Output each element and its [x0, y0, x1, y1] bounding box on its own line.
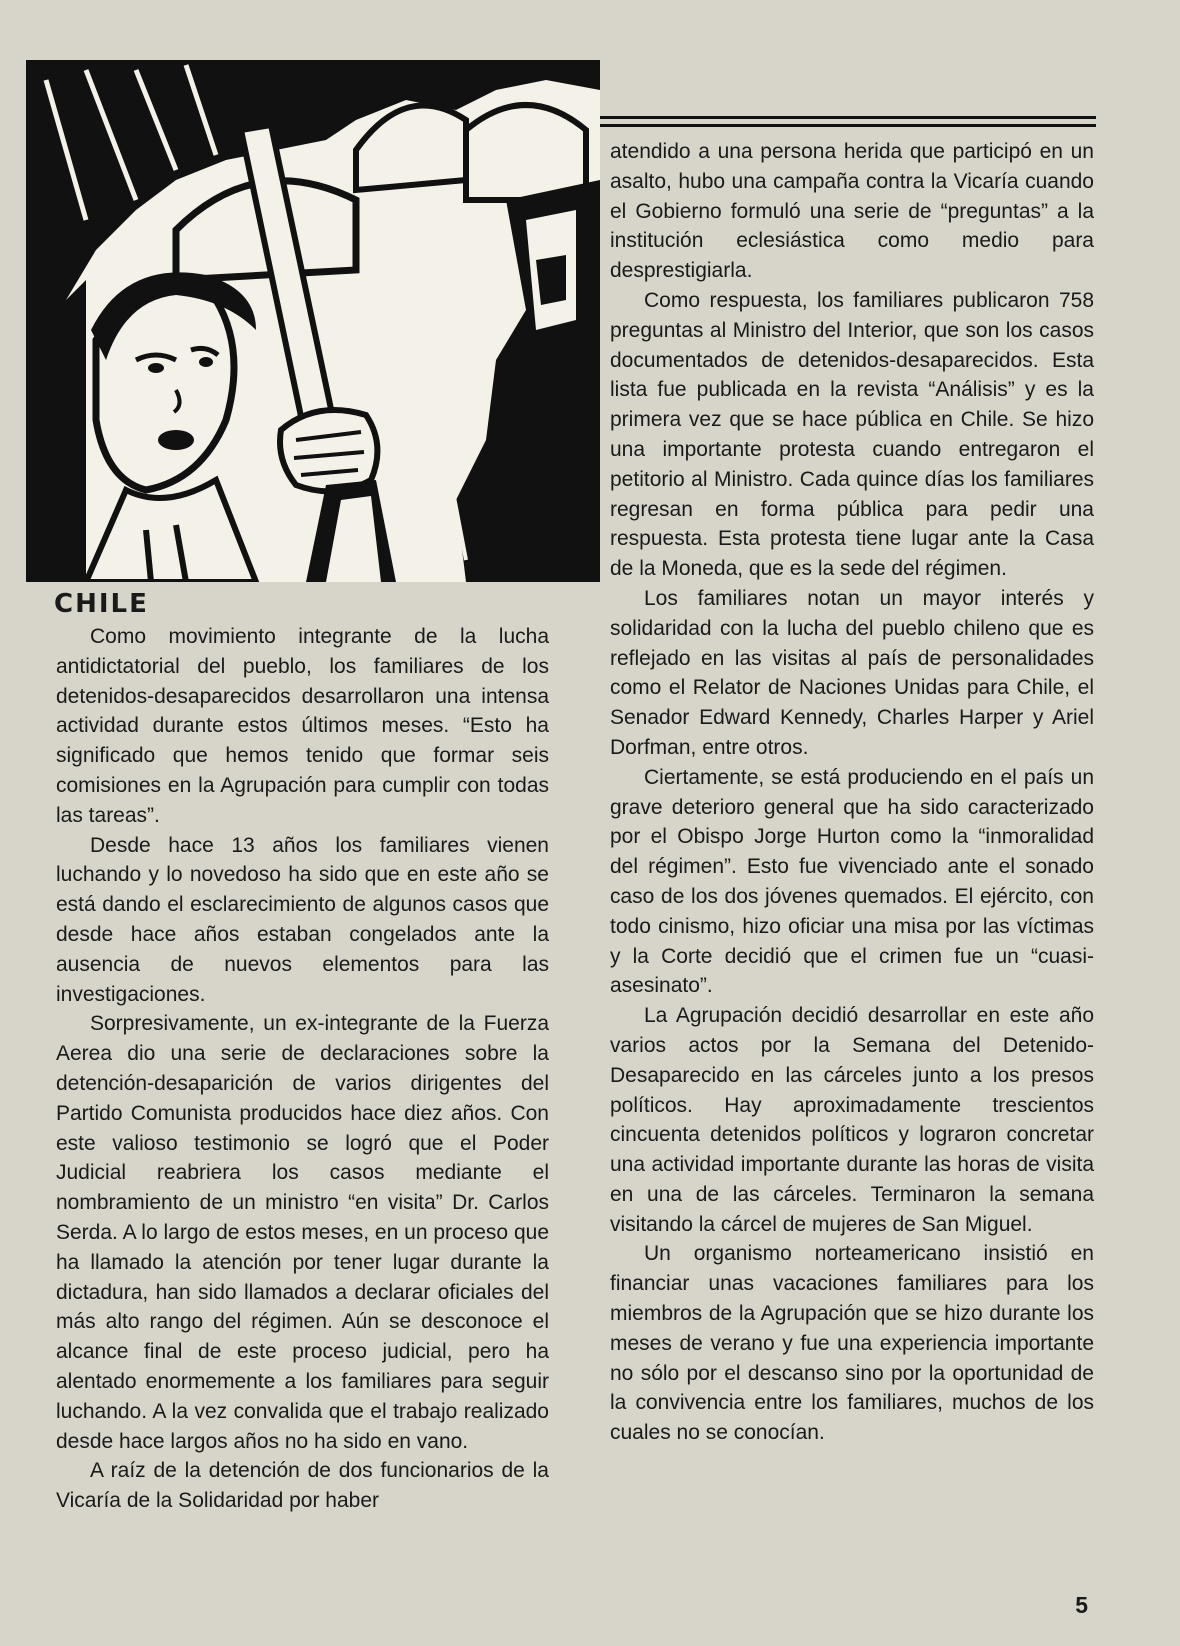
paragraph: Los familiares notan un mayor interés y solidaridad con la lucha del pueblo chileno que es reflejado en las visitas al país de personalidades como el Relator de Naciones Unidas para Chile, el Senador Edward Kennedy, Charles Harper y Ariel Dorfman, entre otros.	[610, 586, 1094, 759]
woodcut-drawing	[26, 60, 600, 582]
paragraph: Ciertamente, se está produciendo en el país un grave deterioro general que ha sido caracterizado por el Obispo Jorge Hurton como la “inmoralidad del régimen”. Esto fue vivenciado ante el sonado caso de los dos jóvenes quemados. El ejército, con todo cinismo, hizo oficiar una misa por las víctimas y la Corte decidió que el crimen fue un “cuasi-asesinato”.	[610, 765, 1094, 998]
paragraph: A raíz de la detención de dos funcionarios de la Vicaría de la Solidaridad por haber	[56, 1459, 549, 1513]
paragraph-continuation: atendido a una persona herida que participó en un asalto, hubo una campaña contra la Vicaría cuando el Gobierno formuló una serie de “preguntas” a la institución eclesiástica como medio para desprestigiarla.	[610, 140, 1094, 283]
paragraph: Sorpresivamente, un ex-integrante de la Fuerza Aerea dio una serie de declaraciones sobre la detención-desaparición de varios dirigentes del Partido Comunista producidos hace diez años. Con este valioso testimonio se logró que el Poder Judicial reabriera los casos mediante el nombramiento de un ministro “en visita” Dr. Carlos Serda. A lo largo de estos meses, en un proceso que ha llamado la atención por tener lugar durante la dictadura, han sido llamados a declarar oficiales del más alto rango del régimen. Aún se desconoce el alcance final de este proceso judicial, pero ha alentado enormemente a los familiares para seguir luchando. A la vez convalida que el trabajo realizado desde hace largos años no ha sido en vano.	[56, 1012, 549, 1453]
right-column	[610, 137, 1094, 1448]
paragraph: Como respuesta, los familiares publicaron 758 preguntas al Ministro del Interior, que son los casos documentados de detenidos-desaparecidos. Esta lista fue publicada en la revista “Análisis” y es la primera vez que se hace pública en Chile. Se hizo una importante protesta cuando entregaron el petitorio al Ministro. Cada quince días los familiares regresan en forma pública para pedir una respuesta. Esta protesta tiene lugar ante la Casa de la Moneda, que es la sede del régimen.	[610, 288, 1094, 581]
paragraph: Desde hace 13 años los familiares vienen luchando y lo novedoso ha sido que en este año se está dando el esclarecimiento de algunos casos que desde hace años estaban congelados ante la ausencia de nuevos elementos para las investigaciones.	[56, 833, 549, 1006]
rule-line	[600, 116, 1096, 119]
header-rules	[600, 116, 1096, 132]
paragraph: La Agrupación decidió desarrollar en este año varios actos por la Semana del Detenido-Desaparecido en las cárceles junto a los presos políticos. Hay aproximadamente trescientos cincuenta detenidos políticos y lograron concretar una actividad importante durante las horas de visita en una de las cárceles. Terminaron la semana visitando la cárcel de mujeres de San Miguel.	[610, 1004, 1094, 1236]
paragraph: Como movimiento integrante de la lucha antidictatorial del pueblo, los familiares de los detenidos-desaparecidos desarrollaron una intensa actividad durante estos últimos meses. “Esto ha significado que hemos tenido que formar seis comisiones en la Agrupación para cumplir con todas las tareas”.	[56, 625, 549, 827]
section-title: CHILE	[54, 589, 149, 619]
left-column	[56, 622, 549, 1516]
protest-illustration	[26, 60, 600, 582]
rule-line	[600, 124, 1096, 127]
page-number: 5	[1075, 1592, 1088, 1618]
paragraph: Un organismo norteamericano insistió en financiar unas vacaciones familiares para los miembros de la Agrupación que se hizo durante los meses de verano y fue una experiencia importante no sólo por el descanso sino por la oportunidad de la convivencia entre los familiares, muchos de los cuales no se conocían.	[610, 1242, 1094, 1445]
